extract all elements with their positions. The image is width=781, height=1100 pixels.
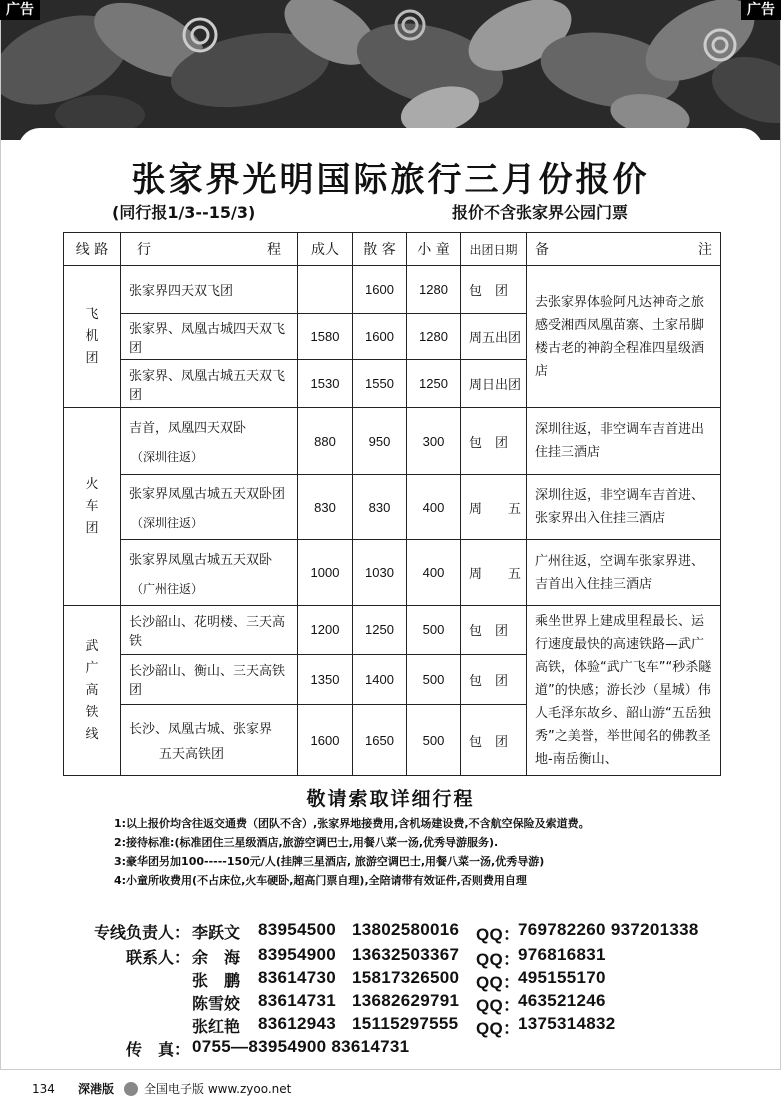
departure-date: 周日出团 (461, 360, 527, 408)
adult-price: 1600 (298, 705, 353, 776)
contact-label: 联系人： (125, 948, 190, 967)
contact-row (0, 991, 781, 1015)
table-row (64, 540, 721, 606)
term-item: 3:豪华团另加100-----150元/人(挂牌三星酒店, 旅游空调巴士,用餐八菜一汤,优秀导游) (114, 855, 545, 868)
adult-price (298, 266, 353, 314)
contact-mobile: 15817326500 (352, 968, 460, 987)
tour-sub: （深圳往返） (131, 450, 204, 464)
tour-name: 张家界四天双飞团 (121, 266, 298, 314)
tour-note: 广州往返，空调车张家界进、吉首出入住挂三酒店 (527, 540, 721, 606)
departure-date: 周 五 (461, 540, 527, 606)
header-child: 小 童 (407, 233, 461, 266)
tour-name: 吉首，凤凰四天双卧 （深圳往返） (121, 408, 298, 475)
contact-phone: 83614730 (258, 968, 337, 987)
exclusion-note: 报价不含张家界公园门票 (452, 203, 629, 222)
child-price: 1280 (407, 266, 461, 314)
child-price: 400 (407, 540, 461, 606)
page-footer (0, 1078, 781, 1100)
child-price: 500 (407, 606, 461, 655)
term-item: 1:以上报价均含往返交通费（团队不含）,张家界地接费用,含机场建设费,不含航空保险及索道费。 (114, 817, 590, 830)
tour-name: 张家界凤凰古城五天双卧团 （深圳往返） (121, 475, 298, 540)
contact-phone: 83954900 (258, 945, 337, 964)
tour-name: 张家界、凤凰古城四天双飞团 (121, 314, 298, 360)
departure-date: 周 五 (461, 475, 527, 540)
header-note (527, 233, 721, 266)
website-label: 全国电子版 www.zyoo.net (144, 1082, 292, 1096)
fax-label: 传 真： (125, 1040, 190, 1059)
qq-label: QQ： (476, 925, 521, 944)
ad-tag-right: 广告 (741, 0, 781, 20)
child-price: 400 (407, 475, 461, 540)
retail-price: 1600 (353, 266, 407, 314)
hotline-label: 专线负责人： (93, 923, 190, 942)
retail-price: 830 (353, 475, 407, 540)
contact-qq: 976816831 (518, 945, 606, 964)
price-table (63, 232, 721, 776)
table-row (64, 475, 721, 540)
tour-name: 长沙韶山、花明楼、三天高铁 (121, 606, 298, 655)
child-price: 1250 (407, 360, 461, 408)
retail-price: 1650 (353, 705, 407, 776)
qq-label: QQ： (476, 1019, 521, 1038)
adult-price: 830 (298, 475, 353, 540)
qq-label: QQ： (476, 950, 521, 969)
adult-price: 1350 (298, 654, 353, 705)
edition-label: 深港版 (78, 1082, 115, 1096)
fax-value: 0755—83954900 83614731 (192, 1037, 410, 1056)
qq-label: QQ： (476, 996, 521, 1015)
terms-list (114, 814, 590, 890)
departure-date: 包 团 (461, 408, 527, 475)
tour-note: 深圳往返，非空调车吉首进出住挂三酒店 (527, 408, 721, 475)
tour-note: 深圳往返，非空调车吉首进、张家界出入住挂三酒店 (527, 475, 721, 540)
contact-qq: 463521246 (518, 991, 606, 1010)
tour-sub: （广州往返） (131, 581, 204, 596)
contact-name: 余 海 (192, 948, 241, 967)
contact-phone: 83954500 (258, 920, 337, 939)
retail-price: 1250 (353, 606, 407, 655)
contact-qq: 769782260 937201338 (518, 920, 699, 939)
child-price: 300 (407, 408, 461, 475)
contact-row (0, 1037, 781, 1061)
header-itinerary-left: 行 (137, 242, 151, 258)
contact-qq: 495155170 (518, 968, 606, 987)
tour-sub: （深圳往返） (131, 516, 204, 530)
contact-mobile: 13682629791 (352, 991, 460, 1010)
retail-price: 1400 (353, 654, 407, 705)
contact-row (0, 945, 781, 969)
retail-price: 1600 (353, 314, 407, 360)
category-train: 火 车 团 (64, 408, 121, 606)
contact-row (0, 920, 781, 944)
table-row (64, 266, 721, 314)
table-row (64, 408, 721, 475)
adult-price: 1580 (298, 314, 353, 360)
term-item: 2:接待标准:(标准团住三星级酒店,旅游空调巴士,用餐八菜一汤,优秀导游服务). (114, 836, 499, 849)
contact-mobile: 13802580016 (352, 920, 460, 939)
retail-price: 1550 (353, 360, 407, 408)
contact-mobile: 15115297555 (352, 1014, 459, 1033)
contact-name: 李跃文 (192, 923, 241, 942)
publisher-logo-icon (124, 1082, 138, 1096)
contact-name: 陈雪姣 (192, 994, 241, 1013)
header-note-right: 注 (698, 242, 712, 258)
contact-row (0, 968, 781, 992)
tour-name: 张家界、凤凰古城五天双飞团 (121, 360, 298, 408)
header-route: 线 路 (64, 233, 121, 266)
retail-price: 1030 (353, 540, 407, 606)
child-price: 500 (407, 654, 461, 705)
header-note-left: 备 (535, 242, 549, 258)
departure-date: 包 团 (461, 266, 527, 314)
tour-name: 张家界凤凰古城五天双卧 （广州往返） (121, 540, 298, 606)
departure-date: 包 团 (461, 705, 527, 776)
table-header-row (64, 233, 721, 266)
contact-name: 张红艳 (192, 1017, 241, 1036)
departure-date: 包 团 (461, 606, 527, 655)
contact-mobile: 13632503367 (352, 945, 460, 964)
tour-name: 长沙韶山、衡山、三天高铁团 (121, 654, 298, 705)
retail-price: 950 (353, 408, 407, 475)
child-price: 500 (407, 705, 461, 776)
page-title: 张家界光明国际旅行三月份报价 (131, 160, 650, 200)
page-number: 134 (32, 1082, 55, 1096)
date-range-note: (同行报1/3--15/3) (112, 203, 256, 222)
tour-name: 长沙、凤凰古城、张家界 五天高铁团 (121, 705, 298, 776)
adult-price: 1200 (298, 606, 353, 655)
table-row (64, 606, 721, 655)
category-rail: 武 广 高 铁 线 (64, 606, 121, 776)
ad-tag-left: 广告 (0, 0, 40, 20)
category-flight: 飞 机 团 (64, 266, 121, 408)
header-adult: 成人 (298, 233, 353, 266)
adult-price: 880 (298, 408, 353, 475)
departure-date: 包 团 (461, 654, 527, 705)
contact-qq: 1375314832 (518, 1014, 616, 1033)
term-item: 4:小童所收费用(不占床位,火车硬卧,超高门票自理),全陪请带有效证件,否则费用自理 (114, 874, 527, 887)
contact-name: 张 鹏 (192, 971, 241, 990)
child-price: 1280 (407, 314, 461, 360)
adult-price: 1530 (298, 360, 353, 408)
request-itinerary: 敬请索取详细行程 (306, 788, 475, 810)
tour-note: 乘坐世界上建成里程最长、运行速度最快的高速铁路—武广高铁，体验“武广飞车”“秒杀隧道”的快感；游长沙（星城）伟人毛泽东故乡、韶山游“五岳独秀”之美誉，举世闻名的佛教圣地-南岳衡山、 (527, 606, 721, 776)
header-retail: 散 客 (353, 233, 407, 266)
contact-row (0, 1014, 781, 1038)
adult-price: 1000 (298, 540, 353, 606)
qq-label: QQ： (476, 973, 521, 992)
header-date: 出团日期 (461, 233, 527, 266)
departure-date: 周五出团 (461, 314, 527, 360)
contact-phone: 83614731 (258, 991, 337, 1010)
contact-phone: 83612943 (258, 1014, 337, 1033)
banner-image (0, 0, 781, 140)
leaf-decoration (0, 0, 781, 140)
header-itinerary (121, 233, 298, 266)
tour-note: 去张家界体验阿凡达神奇之旅感受湘西凤凰苗寨、土家吊脚楼古老的神韵全程准四星级酒店 (527, 266, 721, 408)
header-itinerary-right: 程 (267, 242, 281, 258)
